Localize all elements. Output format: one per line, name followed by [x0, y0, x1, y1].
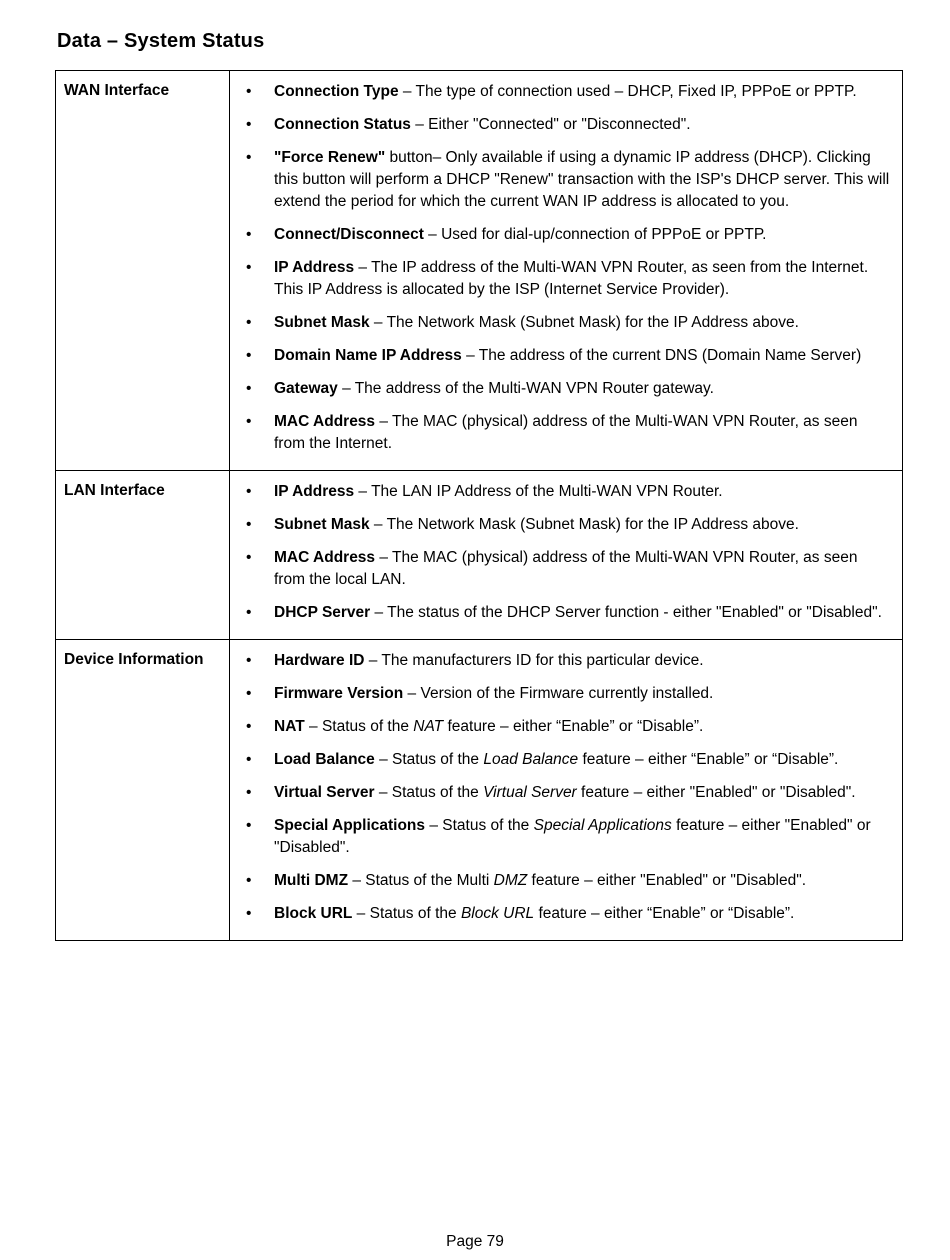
- bullet-item: [246, 547, 892, 591]
- bullet-item: [246, 716, 892, 738]
- table-row: [56, 640, 903, 941]
- bullet-item: [246, 683, 892, 705]
- term-text: Gateway: [274, 380, 338, 397]
- bullet-item: [246, 81, 892, 103]
- term-text: Block URL: [274, 905, 353, 922]
- bullet-item: [246, 815, 892, 859]
- term-text: MAC Address: [274, 413, 376, 430]
- description-text: – The MAC (physical) address of the Multi-WAN VPN Router, as seen from the Internet.: [274, 413, 858, 452]
- term-text: MAC Address: [274, 549, 376, 566]
- description-text: feature – either "Enabled" or "Disabled".: [274, 817, 871, 856]
- row-label: LAN Interface: [56, 471, 230, 640]
- description-text: – The type of connection used – DHCP, Fixed IP, PPPoE or PPTP.: [398, 83, 857, 100]
- term-text: Connection Status: [274, 116, 411, 133]
- bullet-item: [246, 147, 892, 213]
- term-text: Virtual Server: [274, 784, 375, 801]
- feature-name-text: Block URL: [460, 905, 535, 922]
- term-text: Hardware ID: [274, 652, 365, 669]
- term-text: DHCP Server: [274, 604, 371, 621]
- bullet-list: [242, 650, 892, 925]
- bullet-item: [246, 481, 892, 503]
- bullet-item: [246, 870, 892, 892]
- description-text: – The address of the current DNS (Domain Name Server): [461, 347, 862, 364]
- term-text: Firmware Version: [274, 685, 404, 702]
- system-status-table: [55, 70, 903, 941]
- description-text: – The address of the Multi-WAN VPN Router gateway.: [337, 380, 714, 397]
- feature-name-text: Virtual Server: [483, 784, 577, 801]
- term-text: IP Address: [274, 259, 355, 276]
- bullet-item: [246, 224, 892, 246]
- description-text: – The status of the DHCP Server function - either "Enabled" or "Disabled".: [370, 604, 882, 621]
- term-text: Load Balance: [274, 751, 375, 768]
- bullet-list: [242, 81, 892, 455]
- row-label: WAN Interface: [56, 71, 230, 471]
- bullet-item: [246, 782, 892, 804]
- description-text: button– Only available if using a dynamic IP address (DHCP). Clicking this button will perform a DHCP "Renew" transaction with the ISP's DHCP server. This will extend the period for which the current WAN IP address is allocated to you.: [274, 149, 890, 210]
- page-title: Data – System Status: [57, 30, 265, 52]
- description-text: – Status of the: [304, 718, 414, 735]
- feature-name-text: Special Applications: [533, 817, 672, 834]
- feature-name-text: NAT: [413, 718, 444, 735]
- term-text: Multi DMZ: [274, 872, 349, 889]
- term-text: NAT: [274, 718, 305, 735]
- description-text: – The LAN IP Address of the Multi-WAN VPN Router.: [354, 483, 723, 500]
- row-content: [230, 71, 903, 471]
- page-number: Page 79: [446, 1233, 504, 1250]
- row-content: [230, 471, 903, 640]
- description-text: feature – either "Enabled" or "Disabled".: [527, 872, 807, 889]
- description-text: – The Network Mask (Subnet Mask) for the IP Address above.: [369, 314, 799, 331]
- description-text: – Version of the Firmware currently installed.: [403, 685, 714, 702]
- bullet-item: [246, 345, 892, 367]
- description-text: – The Network Mask (Subnet Mask) for the IP Address above.: [369, 516, 799, 533]
- description-text: – Used for dial-up/connection of PPPoE or PPTP.: [423, 226, 767, 243]
- description-text: feature – either “Enable” or “Disable”.: [443, 718, 704, 735]
- row-label: Device Information: [56, 640, 230, 941]
- description-text: feature – either "Enabled" or "Disabled".: [576, 784, 856, 801]
- description-text: – The IP address of the Multi-WAN VPN Router, as seen from the Internet. This IP Address is allocated by the ISP (Internet Service Provider).: [274, 259, 869, 298]
- bullet-list: [242, 481, 892, 624]
- description-text: – Status of the: [425, 817, 534, 834]
- feature-name-text: Load Balance: [483, 751, 579, 768]
- bullet-item: [246, 650, 892, 672]
- description-text: feature – either “Enable” or “Disable”.: [578, 751, 839, 768]
- description-text: – Status of the: [374, 784, 484, 801]
- term-text: Subnet Mask: [274, 314, 370, 331]
- bullet-item: [246, 257, 892, 301]
- description-text: – The MAC (physical) address of the Multi-WAN VPN Router, as seen from the local LAN.: [274, 549, 858, 588]
- bullet-item: [246, 903, 892, 925]
- table-row: [56, 71, 903, 471]
- table-row: [56, 471, 903, 640]
- bullet-item: [246, 411, 892, 455]
- bullet-item: [246, 114, 892, 136]
- bullet-item: [246, 749, 892, 771]
- description-text: – The manufacturers ID for this particular device.: [364, 652, 704, 669]
- description-text: feature – either “Enable” or “Disable”.: [534, 905, 795, 922]
- system-status-table-body: [56, 71, 903, 941]
- term-text: IP Address: [274, 483, 355, 500]
- description-text: – Status of the: [374, 751, 484, 768]
- description-text: – Either "Connected" or "Disconnected".: [410, 116, 691, 133]
- row-content: [230, 640, 903, 941]
- term-text: Special Applications: [274, 817, 426, 834]
- term-text: "Force Renew": [274, 149, 386, 166]
- bullet-item: [246, 514, 892, 536]
- term-text: Connect/Disconnect: [274, 226, 424, 243]
- term-text: Connection Type: [274, 83, 399, 100]
- feature-name-text: DMZ: [493, 872, 528, 889]
- bullet-item: [246, 378, 892, 400]
- description-text: – Status of the Multi: [348, 872, 494, 889]
- bullet-item: [246, 602, 892, 624]
- term-text: Subnet Mask: [274, 516, 370, 533]
- bullet-item: [246, 312, 892, 334]
- term-text: Domain Name IP Address: [274, 347, 462, 364]
- description-text: – Status of the: [352, 905, 461, 922]
